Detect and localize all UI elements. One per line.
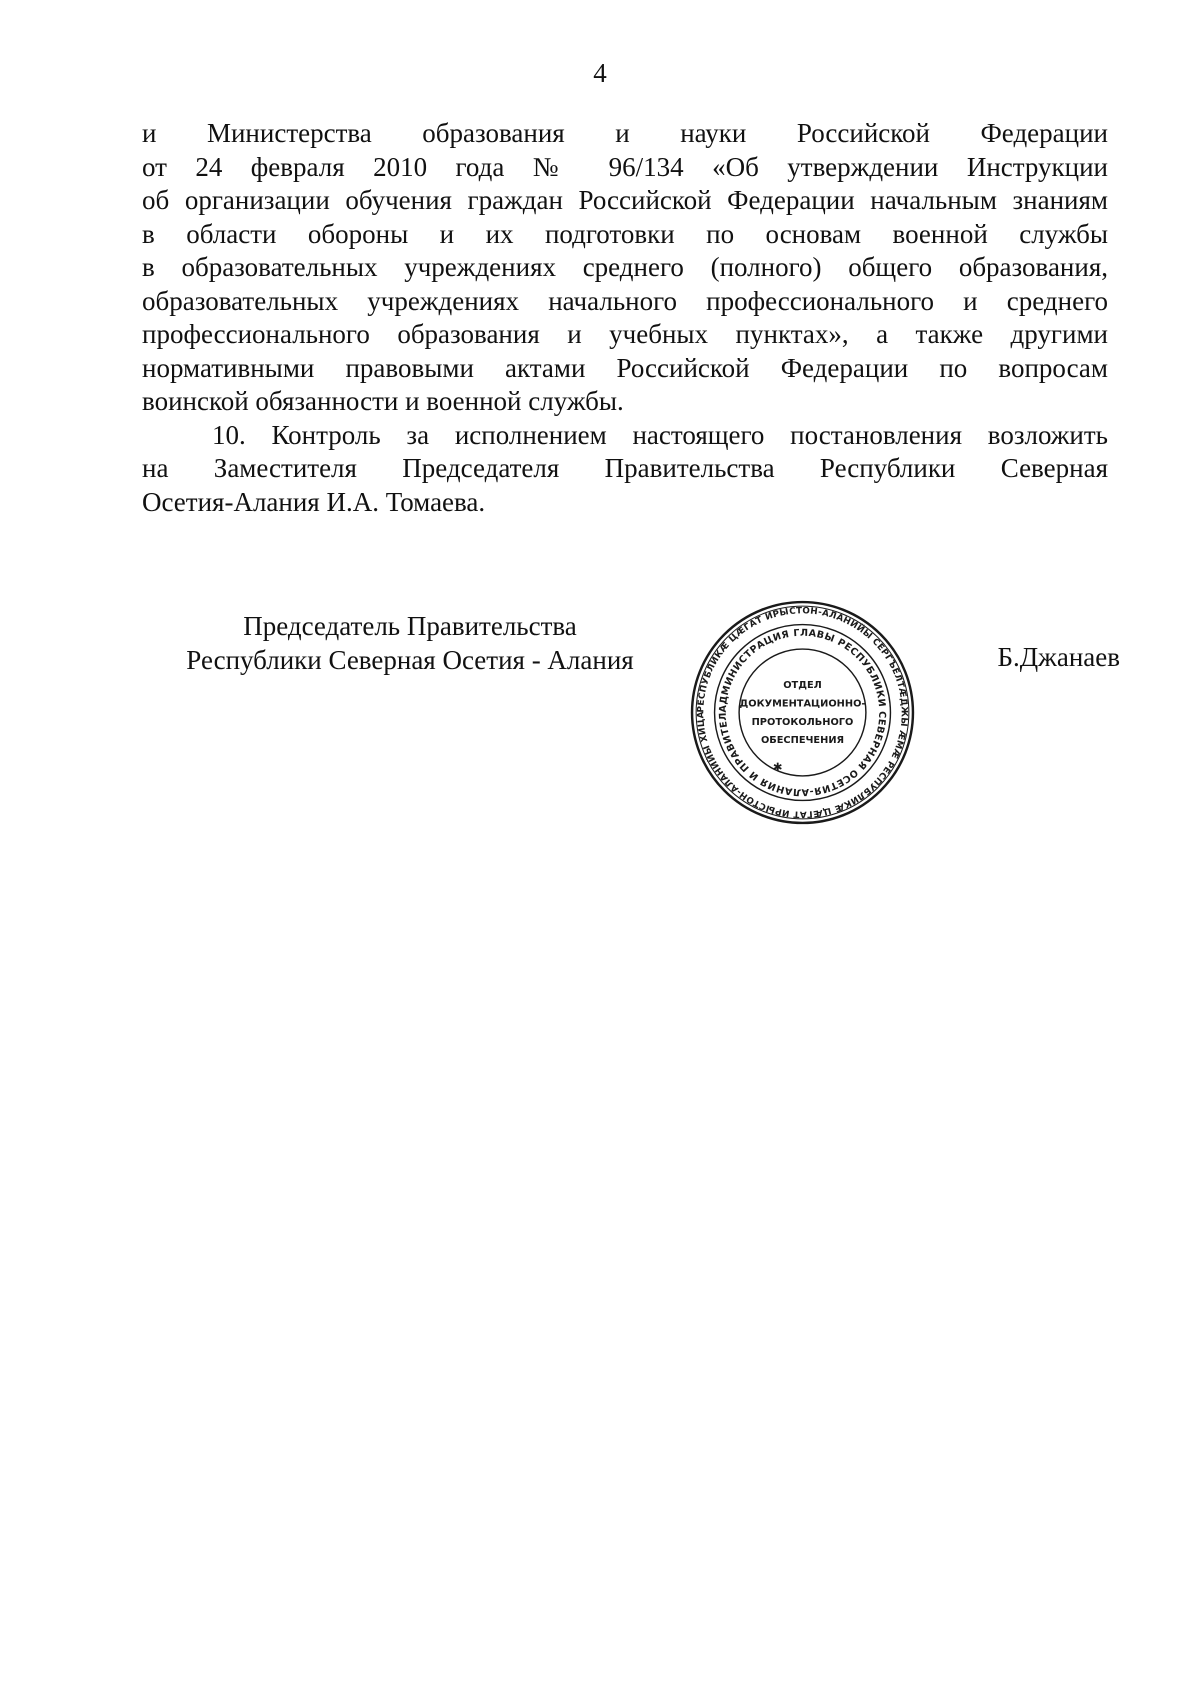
body-line: воинской обязанности и военной службы. (142, 386, 624, 416)
body-line: профессионального образования и учебных пунктах», а также другими (142, 319, 1108, 349)
body-line: образовательных учреждениях начального профессионального и среднего (142, 285, 1108, 316)
stamp-star-icon: ✱ (772, 761, 783, 774)
body-line: от 24 февраля 2010 года № 96/134 «Об утверждении Инструкции (142, 151, 1108, 182)
signatory-title-line: Председатель Правительства (243, 611, 577, 641)
page-number: 4 (593, 58, 607, 88)
stamp-center-line: ДОКУМЕНТАЦИОННО- (739, 698, 866, 710)
body-line: в образовательных учреждениях среднего (полного) общего образования, (142, 252, 1108, 282)
body-line: в области обороны и их подготовки по основам военной службы (142, 218, 1108, 249)
stamp-outer-text: РЕСПУБЛИКӔ ЦӔГАТ ИРЫСТОН-АЛАНИЙЫ СЕРГЪЕЛТӔДЖЫ ӔМӔ РЕСПУБЛИКӔ ЦӔГАТ ИРЫСТОН-АЛАНИЙЫ ХИЦА (696, 606, 909, 819)
stamp-center-line: ОТДЕЛ (783, 679, 822, 691)
signatory-title (170, 610, 650, 677)
body-line: нормативными правовыми актами Российской Федерации по вопросам (142, 352, 1108, 383)
official-stamp (690, 600, 915, 825)
signatory-name: Б.Джанаев (997, 642, 1120, 672)
stamp-center-line: ПРОТОКОЛЬНОГО (751, 716, 854, 728)
body-line: на Заместителя Председателя Правительства Республики Северная (142, 453, 1108, 483)
body-line: и Министерства образования и науки Российской Федерации (142, 118, 1108, 148)
body-line: 10. Контроль за исполнением настоящего постановления возложить (212, 419, 1108, 450)
stamp-inner-text: АДМИНИСТРАЦИЯ ГЛАВЫ РЕСПУБЛИКИ СЕВЕРНАЯ ОСЕТИЯ-АЛАНИЯ И ПРАВИТЕЛ (717, 627, 888, 798)
document-body (142, 117, 1108, 519)
signatory-title-line: Республики Северная Осетия - Алания (186, 644, 634, 675)
stamp-center-line: ОБЕСПЕЧЕНИЯ (760, 735, 845, 747)
stamp-seal-icon (690, 600, 915, 825)
body-line: Осетия-Алания И.А. Томаева. (142, 486, 486, 517)
body-line: об организации обучения граждан Российской Федерации начальным знаниям (142, 185, 1108, 215)
